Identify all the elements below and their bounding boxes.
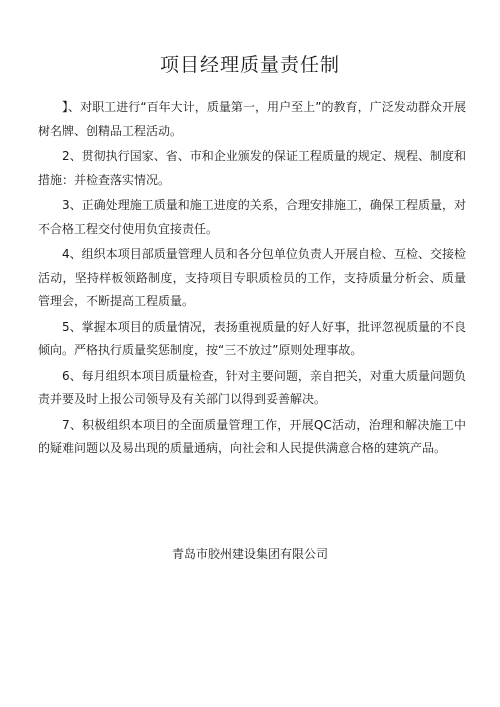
document-body bbox=[38, 96, 466, 463]
paragraph-2: 2、贯彻执行国家、省、市和企业颁发的保证工程质量的规定、规程、制度和措施：并检查落实情况。 bbox=[38, 149, 466, 187]
paragraph-7: 7、积极组织本项目的全面质量管理工作，开展QC活动，治理和解决施工中的疑难问题以及易出现的质量通病，向社会和人民提供满意合格的建筑产品。 bbox=[38, 417, 466, 455]
paragraph-4: 4、组织本项目部质量管理人员和各分包单位负责人开展自检、互检、交接检活动，坚持样板领路制度，支持项目专职质检员的工作，支持质量分析会、质量管理会，不断提高工程质量。 bbox=[38, 247, 466, 308]
paragraph-1: 】、对职工进行“百年大计，质量第一，用户至上”的教育，广泛发动群众开展树名牌、创精品工程活动。 bbox=[38, 100, 466, 138]
paragraph-5: 5、掌握本项目的质量情况，表扬重视质量的好人好事，批评忽视质量的不良倾向。严格执行质量奖惩制度，按“三不放过”原则处理事故。 bbox=[38, 319, 466, 357]
paragraph-6: 6、每月组织本项目质量检查，针对主要问题，亲自把关，对重大质量问题负责并要及时上报公司领导及有关部门以得到妥善解决。 bbox=[38, 368, 466, 406]
paragraph-3: 3、正确处理施工质量和施工进度的关系，合理安排施工，确保工程质量，对不合格工程交付使用负宜接责任。 bbox=[38, 198, 466, 236]
document-title: 项目经理质量责任制 bbox=[159, 54, 340, 76]
company-name: 青岛市胶州建设集团有限公司 bbox=[171, 547, 328, 561]
